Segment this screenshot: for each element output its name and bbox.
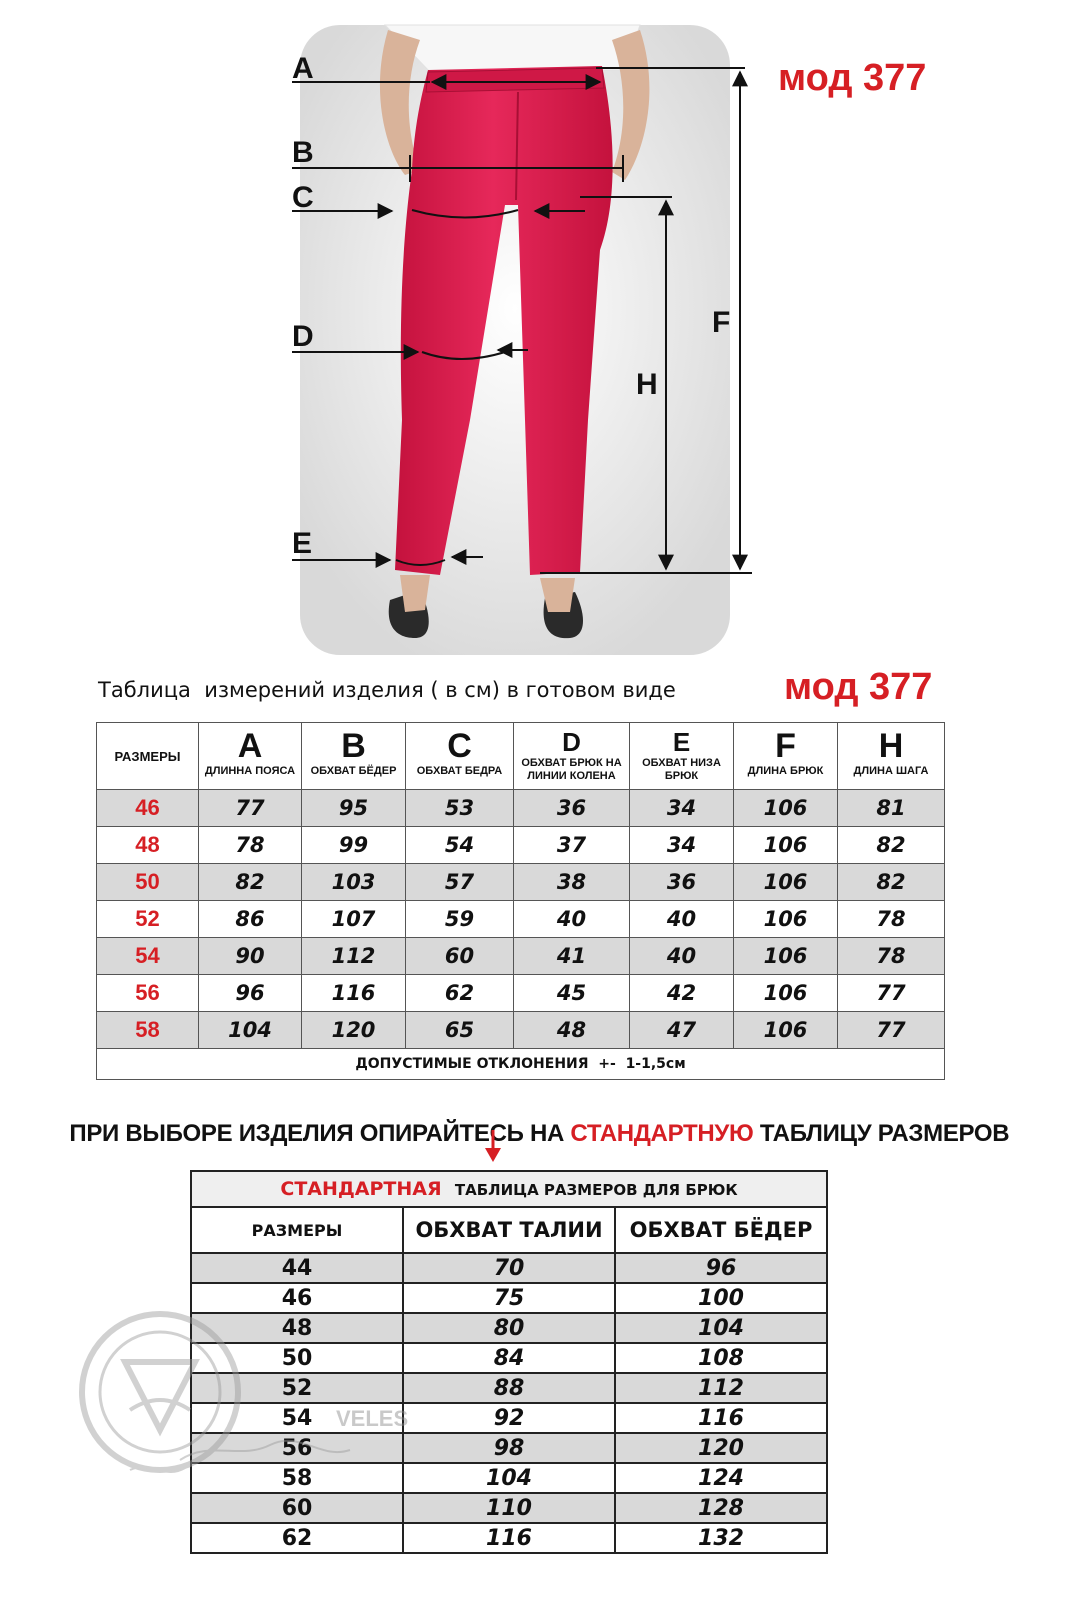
label-f: F (712, 306, 731, 339)
table-row: 50 84 108 (191, 1343, 827, 1373)
table-row: 62 116 132 (191, 1523, 827, 1553)
standard-header-waist: ОБХВАТ ТАЛИИ (403, 1207, 615, 1253)
standard-header-row (191, 1207, 827, 1253)
table-row: 50 82 103 57 38 36 106 82 (97, 864, 945, 901)
table-row: 46 77 95 53 36 34 106 81 (97, 790, 945, 827)
figure-model-tag: мод 377 (778, 57, 927, 99)
trousers-measurement-figure (0, 0, 1066, 670)
table-row: 48 78 99 54 37 34 106 82 (97, 827, 945, 864)
table-row: 52 86 107 59 40 40 106 78 (97, 901, 945, 938)
table-row: 58 104 124 (191, 1463, 827, 1493)
advice-text-before: ПРИ ВЫБОРЕ ИЗДЕЛИЯ ОПИРАЙТЕСЬ НА (69, 1120, 571, 1147)
measurement-header-row (97, 723, 945, 790)
standard-title-rest: ТАБЛИЦА РАЗМЕРОВ ДЛЯ БРЮК (454, 1181, 738, 1199)
label-d: D (292, 320, 314, 353)
label-h: H (636, 368, 658, 401)
measurements-caption: Таблица измерений изделия ( в см) в готовом виде (98, 678, 676, 702)
column-header-a: A ДЛИННА ПОЯСА (199, 723, 302, 790)
column-header-f: F ДЛИНА БРЮК (734, 723, 838, 790)
table-row: 54 90 112 60 41 40 106 78 (97, 938, 945, 975)
watermark-text: VELES (336, 1406, 409, 1431)
advice-highlight: СТАНДАРТНУЮ (570, 1120, 754, 1147)
label-a: A (292, 52, 314, 85)
table-row: 44 70 96 (191, 1253, 827, 1283)
arrow-down-icon (483, 1130, 503, 1164)
tolerance-row (97, 1049, 945, 1080)
standard-title-highlight: СТАНДАРТНАЯ (280, 1178, 442, 1200)
table-row: 48 80 104 (191, 1313, 827, 1343)
standard-header-size: РАЗМЕРЫ (191, 1207, 403, 1253)
table-row: 52 88 112 (191, 1373, 827, 1403)
column-header-h: H ДЛИНА ШАГА (838, 723, 945, 790)
standard-title-row (191, 1171, 827, 1207)
column-header-e: E ОБХВАТ НИЗА БРЮК (630, 723, 734, 790)
label-e: E (292, 527, 313, 560)
size-column-header: РАЗМЕРЫ (97, 723, 199, 790)
table-row: 54 92 116 (191, 1403, 827, 1433)
column-header-b: B ОБХВАТ БЁДЕР (302, 723, 406, 790)
table-row: 60 110 128 (191, 1493, 827, 1523)
table-row: 58 104 120 65 48 47 106 77 (97, 1012, 945, 1049)
advice-line (0, 1092, 1066, 1148)
table-row: 46 75 100 (191, 1283, 827, 1313)
column-header-c: C ОБХВАТ БЕДРА (406, 723, 514, 790)
standard-header-hips: ОБХВАТ БЁДЕР (615, 1207, 827, 1253)
advice-text-after: ТАБЛИЦУ РАЗМЕРОВ (753, 1120, 1010, 1147)
label-b: B (292, 136, 314, 169)
table-row: 56 96 116 62 45 42 106 77 (97, 975, 945, 1012)
label-c: C (292, 181, 314, 214)
table-row: 56 98 120 (191, 1433, 827, 1463)
column-header-d: D ОБХВАТ БРЮК НА ЛИНИИ КОЛЕНА (514, 723, 630, 790)
tolerance-note: ДОПУСТИМЫЕ ОТКЛОНЕНИЯ +- 1-1,5см (97, 1049, 945, 1080)
shirt (385, 25, 640, 72)
left-foot (400, 575, 430, 612)
veles-logo-watermark (70, 1310, 430, 1500)
measurements-model-tag: мод 377 (784, 666, 933, 708)
waistband (426, 68, 604, 92)
measurement-table (96, 722, 945, 1080)
